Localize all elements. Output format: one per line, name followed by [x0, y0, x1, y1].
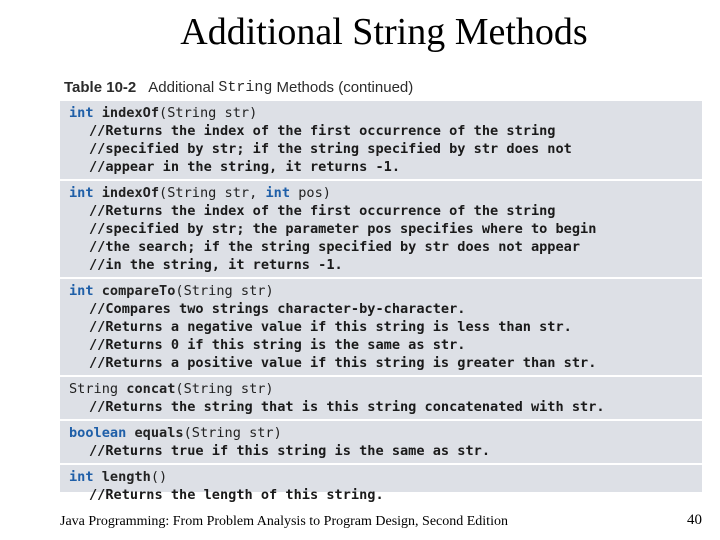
method-comment: //Returns 0 if this string is the same as str.: [89, 337, 466, 353]
method-comment: //specified by str; the parameter pos specifies where to begin: [89, 221, 597, 237]
signature-part: (): [150, 469, 168, 485]
signature-part: [94, 185, 102, 201]
method-comment: //Compares two strings character-by-character.: [89, 301, 466, 317]
method-name: equals: [134, 425, 184, 441]
method-row: [60, 375, 702, 419]
type-keyword: boolean: [69, 425, 127, 441]
footer-book-title: Java Programming: From Problem Analysis to Program Design, Second Edition: [60, 514, 508, 529]
method-name: indexOf: [101, 105, 160, 121]
method-signature: [69, 282, 702, 300]
method-name: concat: [126, 381, 176, 397]
caption-code: String: [218, 78, 273, 96]
method-comment: //Returns the index of the first occurrence of the string: [89, 203, 556, 219]
method-row: [60, 419, 702, 463]
type-keyword: int: [69, 105, 94, 121]
method-comment: //the search; if the string specified by str does not appear: [89, 239, 581, 255]
method-name: indexOf: [101, 185, 160, 201]
method-signature: [69, 184, 702, 202]
methods-table: [60, 75, 702, 503]
table-caption: [60, 75, 702, 99]
signature-part: [94, 469, 102, 485]
signature-part: String: [69, 381, 119, 397]
method-comment: //Returns the index of the first occurrence of the string: [89, 123, 556, 139]
signature-part: [94, 105, 102, 121]
method-comment: //in the string, it returns -1.: [89, 257, 343, 273]
type-keyword: int: [265, 185, 291, 201]
caption-text-post: Methods (continued): [276, 78, 414, 96]
method-row: [60, 463, 702, 507]
method-signature: [69, 424, 702, 442]
method-signature: [69, 104, 702, 122]
signature-part: (String str): [175, 283, 274, 299]
method-name: length: [101, 469, 151, 485]
caption-text-pre: Additional: [148, 78, 215, 96]
method-comment: //specified by str; if the string specified by str does not: [89, 141, 572, 157]
method-row: [60, 277, 702, 375]
method-row: [60, 99, 702, 179]
signature-part: (String str): [183, 425, 282, 441]
method-comment: //Returns a negative value if this string is less than str.: [89, 319, 572, 335]
method-comment: //Returns true if this string is the same as str.: [89, 443, 491, 459]
signature-part: [94, 283, 102, 299]
slide-title: Additional String Methods: [180, 11, 588, 53]
signature-part: pos): [290, 185, 331, 201]
method-comment: //Returns the string that is this string concatenated with str.: [89, 399, 605, 415]
page-number: 40: [687, 512, 702, 528]
method-rows: [60, 99, 702, 507]
method-comment: //Returns the length of this string.: [89, 487, 384, 503]
method-name: compareTo: [101, 283, 176, 299]
table-number: Table 10-2: [64, 78, 137, 96]
type-keyword: int: [69, 469, 94, 485]
method-signature: [69, 468, 702, 486]
type-keyword: int: [69, 185, 94, 201]
type-keyword: int: [69, 283, 94, 299]
signature-part: (String str,: [159, 185, 266, 201]
signature-part: (String str): [175, 381, 274, 397]
method-comment: //appear in the string, it returns -1.: [89, 159, 400, 175]
signature-part: (String str): [159, 105, 258, 121]
method-comment: //Returns a positive value if this string is greater than str.: [89, 355, 597, 371]
method-signature: [69, 380, 702, 398]
method-row: [60, 179, 702, 277]
